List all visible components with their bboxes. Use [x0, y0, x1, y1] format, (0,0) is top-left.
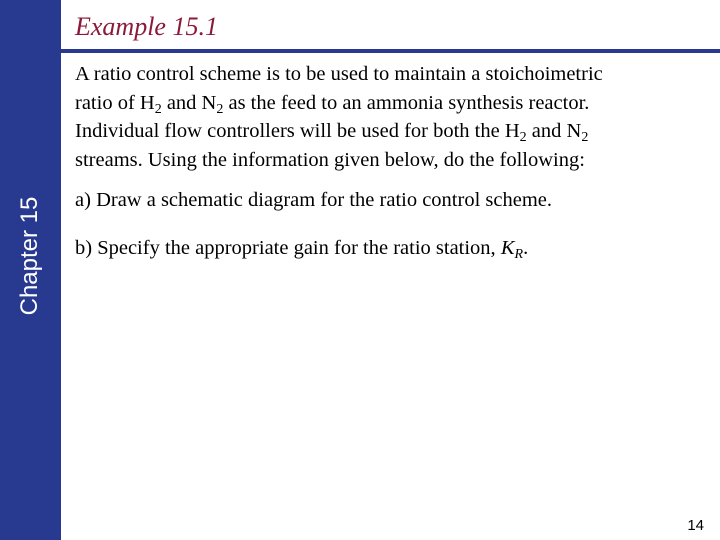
item-text: b) Specify the appropriate gain for the ratio station, [75, 236, 501, 259]
subscript: R [514, 246, 524, 262]
paragraph-line-4 [75, 146, 705, 175]
paragraph-text: and N [161, 91, 217, 114]
item-marker: a) [75, 189, 91, 211]
slide-title: Example 15.1 [75, 12, 218, 41]
subscript: 2 [581, 130, 589, 145]
paragraph-text: as the feed to an ammonia synthesis reactor. [223, 91, 590, 114]
paragraph-line-1 [75, 60, 705, 89]
title-divider [61, 49, 720, 53]
chapter-sidebar [0, 0, 61, 540]
slide-body [75, 60, 705, 262]
item-text: . [523, 236, 529, 259]
page-number: 14 [687, 517, 704, 534]
paragraph-text: A ratio control scheme is to be used to maintain a stoichoimetric [75, 63, 603, 85]
list-item-b [75, 234, 705, 263]
paragraph-text: Individual flow controllers will be used for both the H [75, 120, 520, 142]
subscript: 2 [154, 101, 162, 117]
paragraph-line-2 [75, 89, 705, 118]
subscript: 2 [519, 130, 527, 145]
ratio-gain-symbol: K [500, 236, 515, 259]
chapter-label: Chapter 15 [16, 196, 43, 316]
item-text: Draw a schematic diagram for the ratio control scheme. [90, 189, 552, 211]
paragraph-text: ratio of H [75, 91, 155, 114]
paragraph-text: streams. Using the information given below, do the following: [75, 148, 585, 171]
paragraph-line-3 [75, 117, 705, 146]
list-item-a [75, 186, 705, 215]
paragraph-text: and N [526, 120, 582, 142]
subscript: 2 [216, 101, 224, 117]
